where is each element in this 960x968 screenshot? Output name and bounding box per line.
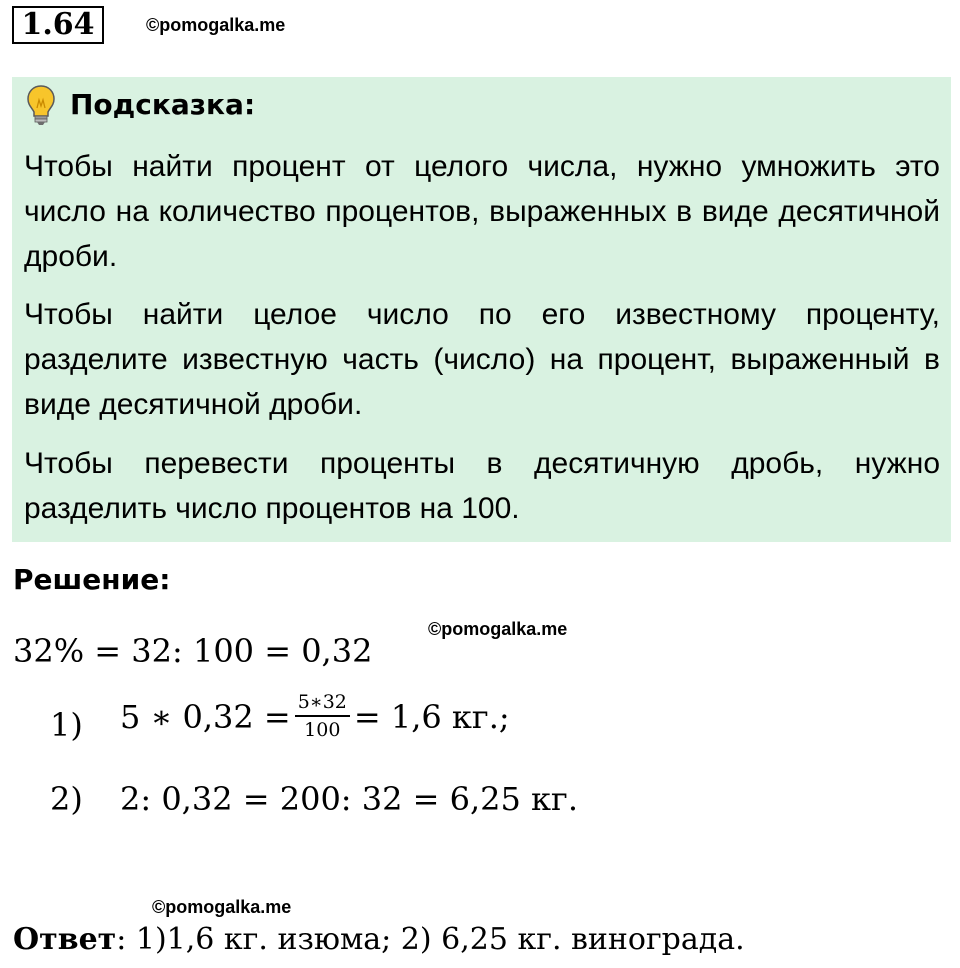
step-1-fraction-numerator: 5∗32 bbox=[295, 693, 350, 717]
hint-title: Подсказка: bbox=[70, 88, 256, 121]
hint-paragraph-2: Чтобы найти целое число по его известному проценту, разделите известную часть (число) на процент, выраженный в виде десятичной дроби. bbox=[24, 298, 940, 421]
answer-text: : 1)1,6 кг. изюма; 2) 6,25 кг. винограда. bbox=[116, 922, 745, 957]
watermark-middle: ©pomogalka.me bbox=[428, 619, 568, 639]
task-number: 1.64 bbox=[12, 6, 104, 44]
solution-title: Решение: bbox=[13, 563, 171, 596]
step-1-expression bbox=[120, 693, 510, 740]
step-2-number: 2) bbox=[50, 780, 83, 818]
hint-paragraph-3: Чтобы перевести проценты в десятичную дробь, нужно разделить число процентов на 100. bbox=[24, 447, 940, 525]
answer-label: Ответ bbox=[13, 922, 117, 957]
watermark-top: ©pomogalka.me bbox=[146, 15, 286, 35]
percent-conversion: 32% = 32: 100 = 0,32 bbox=[13, 632, 373, 670]
lightbulb-icon bbox=[26, 84, 56, 126]
step-1-right: = 1,6 кг.; bbox=[353, 697, 510, 736]
step-1-number: 1) bbox=[50, 706, 83, 744]
step-1-left: 5 ∗ 0,32 = bbox=[120, 697, 291, 736]
step-2-expression: 2: 0,32 = 200: 32 = 6,25 кг. bbox=[120, 780, 578, 818]
step-1-fraction-denominator: 100 bbox=[304, 719, 341, 741]
answer-line bbox=[13, 922, 745, 957]
watermark-bottom: ©pomogalka.me bbox=[152, 897, 292, 917]
hint-paragraph-1: Чтобы найти процент от целого числа, нужно умножить это число на количество процентов, выраженных в виде десятичной дроби. bbox=[24, 150, 940, 273]
step-1-fraction bbox=[295, 693, 350, 740]
